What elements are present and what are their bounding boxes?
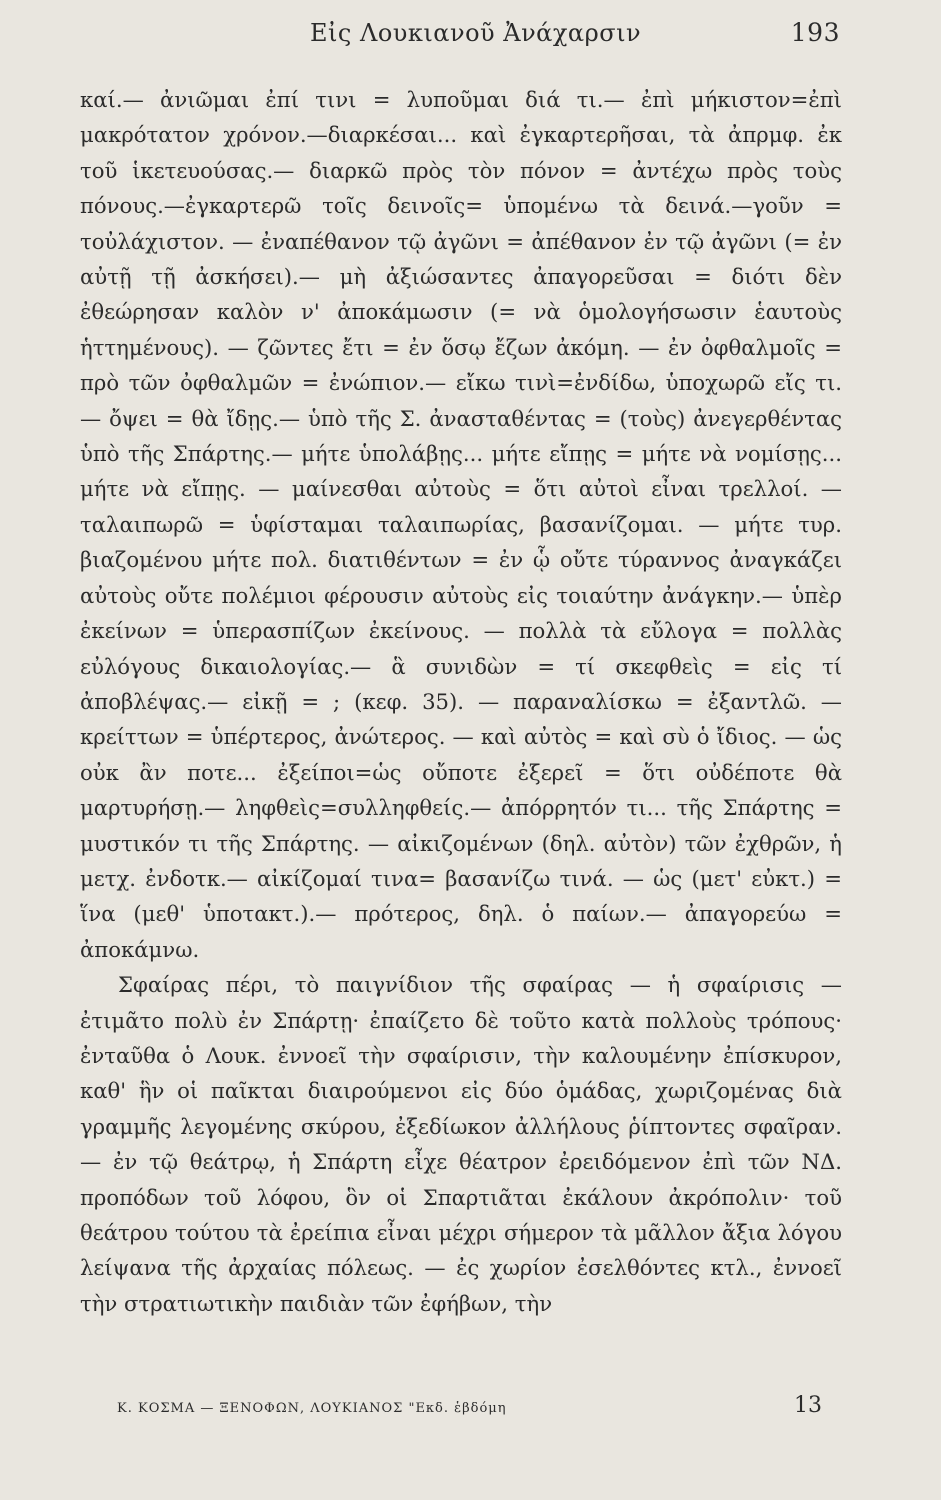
printer-imprint: Κ. ΚΟΣΜΑ — ΞΕΝΟΦΩΝ, ΛΟΥΚΙΑΝΟΣ "Εκδ. ἑβδόμη [117, 1401, 507, 1416]
commentary-paragraph-2: Σφαίρας πέρι, τὸ παιγνίδιον τῆς σφαίρας — ἡ σφαίρισις — ἐτιμᾶτο πολὺ ἐν Σπάρτῃ· ἐπαίζετο δὲ τοῦτο κατὰ πολλοὺς τρόπους· ἐνταῦθα ὁ Λουκ. ἐννοεῖ τὴν σφαίρισιν, τὴν καλουμένην ἐπίσκυρον, καθ' ἣν οἱ παῖκται διαιρούμενοι εἰς δύο ὁμάδας, χωριζομένας διὰ γραμμῆς λεγομένης σκύρου, ἐξεδίωκον ἀλλήλους ῥίπτοντες σφαῖραν. — ἐν τῷ θεάτρῳ, ἡ Σπάρτη εἶχε θέατρον ἐρειδόμενον ἐπὶ τῶν ΝΔ. προπόδων τοῦ λόφου, ὃν οἱ Σπαρτιᾶται ἐκάλουν ἀκρόπολιν· τοῦ θεάτρου τούτου τὰ ἐρείπια εἶναι μέχρι σήμερον τὰ μᾶλλον ἄξια λόγου λείψανα τῆς ἀρχαίας πόλεως. — ἐς χωρίον ἐσελθόντες κτλ., ἐννοεῖ τὴν στρατιωτικὴν παιδιὰν τῶν ἐφήβων, τὴν [80, 972, 842, 1316]
running-title: Εἰς Λουκιανοῦ Ἀνάχαρσιν [310, 19, 642, 47]
signature-number: 13 [794, 1393, 822, 1418]
page-footer [117, 1393, 842, 1418]
running-header [80, 18, 840, 47]
commentary-paragraph-1: καί.— ἀνιῶμαι ἐπί τινι = λυποῦμαι διά τι.— ἐπὶ μήκιστον=ἐπὶ μακρότατον χρόνον.—διαρκέσαι... καὶ ἐγκαρτερῆσαι, τὰ ἀπρμφ. ἐκ τοῦ ἱκετευούσας.— διαρκῶ πρὸς τὸν πόνον = ἀντέχω πρὸς τοὺς πόνους.—ἐγκαρτερῶ τοῖς δεινοῖς= ὑπομένω τὰ δεινά.—γοῦν = τοὐλάχιστον. — ἐναπέθανον τῷ ἀγῶνι = ἀπέθανον ἐν τῷ ἀγῶνι (= ἐν αὐτῇ τῇ ἀσκήσει).— μὴ ἀξιώσαντες ἀπαγορεῦσαι = διότι δὲν ἐθεώρησαν καλὸν ν' ἀποκάμωσιν (= νὰ ὁμολογήσωσιν ἑαυτοὺς ἡττημένους). — ζῶντες ἔτι = ἐν ὅσῳ ἔζων ἀκόμη. — ἐν ὀφθαλμοῖς = πρὸ τῶν ὀφθαλμῶν = ἐνώπιον.— εἴκω τινὶ=ἐνδίδω, ὑποχωρῶ εἴς τι. — ὄψει = θὰ ἴδῃς.— ὑπὸ τῆς Σ. ἀνασταθέντας = (τοὺς) ἀνεγερθέντας ὑπὸ τῆς Σπάρτης.— μήτε ὑπολάβῃς... μήτε εἴπῃς = μήτε νὰ νομίσῃς... μήτε νὰ εἴπῃς. — μαίνεσθαι αὐτοὺς = ὅτι αὐτοὶ εἶναι τρελλοί. — ταλαιπωρῶ = ὑφίσταμαι ταλαιπωρίας, βασανίζομαι. — μήτε τυρ. βιαζομένου μήτε πολ. διατιθέντων = ἐν ᾧ οὔτε τύραννος ἀναγκάζει αὐτοὺς οὔτε πολέμιοι φέρουσιν αὐτοὺς εἰς τοιαύτην ἀνάγκην.— ὑπὲρ ἐκείνων = ὑπερασπίζων ἐκείνους. — πολλὰ τὰ εὔλογα = πολλὰς εὐλόγους δικαιολογίας.— ἃ συνιδὼν = τί σκεφθεὶς = εἰς τί ἀποβλέψας.— εἰκῇ = ; (κεφ. 35). — παραναλίσκω = ἐξαντλῶ. — κρείττων = ὑπέρτερος, ἀνώτερος. — καὶ αὐτὸς = καὶ σὺ ὁ ἴδιος. — ὡς οὐκ ἂν ποτε... ἐξείποι=ὡς οὔποτε ἐξερεῖ = ὅτι οὐδέποτε θὰ μαρτυρήσῃ.— ληφθεὶς=συλληφθείς.— ἀπόρρητόν τι... τῆς Σπάρτης = μυστικόν τι τῆς Σπάρτης. — αἰκιζομένων (δηλ. αὐτὸν) τῶν ἐχθρῶν, ἡ μετχ. ἐνδοτκ.— αἰκίζομαί τινα= βασανίζω τινά. — ὡς (μετ' εὐκτ.) = ἵνα (μεθ' ὑποτακτ.).— πρότερος, δηλ. ὁ παίων.— ἀπαγορεύω = ἀποκάμνω. [80, 87, 842, 962]
page-number: 193 [790, 18, 840, 47]
commentary-text [80, 82, 842, 1321]
